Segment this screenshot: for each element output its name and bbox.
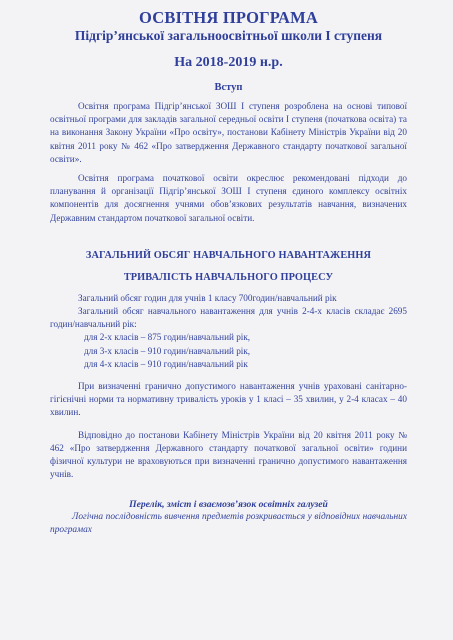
intro-paragraph-2: Освітня програма початкової освіти окреслює рекомендовані підходи до планування й організації Підгір’янської ЗОШ І ступеня єдиного комплексу освітніх компонентів для досягнення учнями обов’язкових результатів навчання, визначених Державним стандартом початкової загальної освіти. [50, 173, 407, 223]
academic-year: На 2018-2019 н.р. [174, 55, 283, 70]
spacer [50, 371, 407, 380]
list-item: для 2-х класів – 875 годин/навчальний рік, [84, 332, 251, 343]
spacer [50, 262, 407, 271]
spacer [50, 284, 407, 292]
intro-heading: Вступ [214, 82, 243, 93]
spacer [50, 420, 407, 429]
fields-logic-text: Логічна послідовність вивчення предметів розкривається у відповідних навчальних програмах [50, 512, 407, 536]
load-paragraph-1: Загальний обсяг годин для учнів 1 класу 700годин/навчальний рік [78, 292, 337, 303]
page-title: ОСВІТНЯ ПРОГРАМА [139, 8, 318, 27]
load-paragraph-3: При визначенні гранично допустимого навантаження учнів урахованi санітарно-гігієнічні норми та нормативну тривалість уроків у 1 класі – 35 хвилин, у 2-4 класах – 40 хвилин. [50, 381, 407, 418]
load-paragraph-2: Загальний обсяг навчального навантаження для учнів 2-4-х класів складає 2695 годин/навчальний рік: [50, 306, 407, 330]
section-heading-load: ЗАГАЛЬНИЙ ОБСЯГ НАВЧАЛЬНОГО НАВАНТАЖЕННЯ [85, 249, 372, 261]
list-item: для 4-х класів – 910 годин/навчальний рік [84, 358, 248, 369]
hours-list [50, 331, 407, 371]
intro-paragraph-1: Освітня програма Підгір’янської ЗОШ І ступеня розроблена на основі типової освітньої програми для закладів загальної середньої освіти І ступеня (початкова освіта) та на виконання Закону України «Про освіту», постанови Кабінету Міністрів України від 20 квітня 2011 року № 462 «Про затвердження Державного стандарту початкової загальної освіти». [50, 101, 407, 164]
school-subtitle: Підгір’янської загальноосвітньої школи І ступеня [74, 28, 383, 43]
section-heading-duration: ТРИВАЛІСТЬ НАВЧАЛЬНОГО ПРОЦЕСУ [123, 271, 334, 283]
load-paragraph-4: Відповідно до постанови Кабінету Міністрів України від 20 квітня 2011 року № 462 «Про затвердження Державного стандарту початкової загальної освіти» години фізичної культури не враховуються при визначенні гранично допустимого навантаження учнів. [50, 429, 407, 480]
list-item: для 3-х класів – 910 годин/навчальний рік, [84, 345, 251, 356]
spacer [50, 481, 407, 498]
spacer [50, 225, 407, 249]
fields-heading: Перелік, зміст і взаємозв’язок освітніх галузей [129, 499, 328, 511]
